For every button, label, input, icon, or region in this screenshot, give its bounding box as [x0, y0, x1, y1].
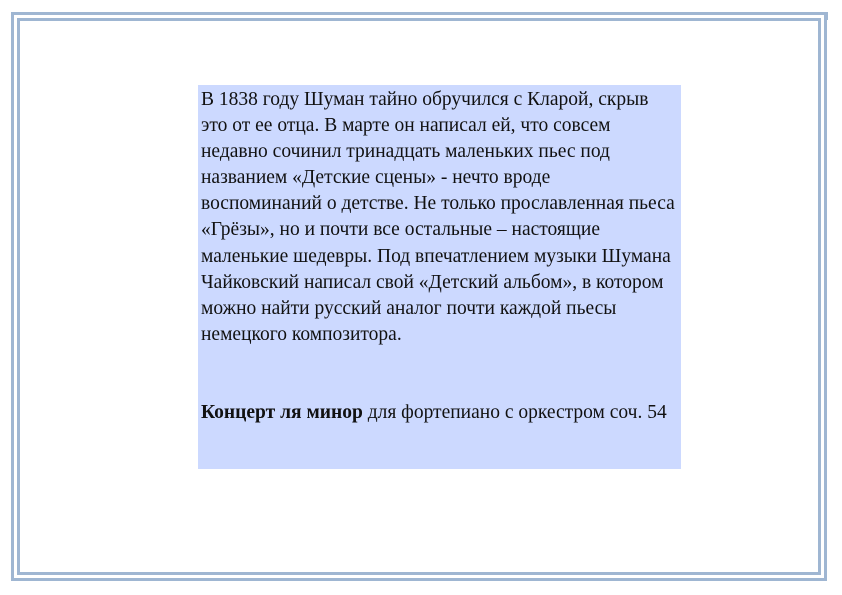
work-paragraph	[201, 400, 675, 426]
body-paragraph: В 1838 году Шуман тайно обручился с Кларой, скрыв это от ее отца. В марте он написал ей, что совсем недавно сочинил тринадцать маленьких пьес под названием «Детские сцены» - нечто вроде воспоминаний о детстве. Не только прославленная пьеса «Грёзы», но и почти все остальные – настоящие маленькие шедевры. Под впечатлением музыки Шумана Чайковский написал свой «Детский альбом», в котором можно найти русский аналог почти каждой пьесы немецкого композитора.	[201, 89, 675, 345]
frame-corner-decoration	[820, 12, 828, 20]
work-title: Концерт ля минор	[201, 401, 363, 423]
paragraph-spacer	[201, 348, 675, 400]
text-box	[198, 85, 681, 469]
work-description: для фортепиано с оркестром соч. 54	[362, 401, 667, 423]
